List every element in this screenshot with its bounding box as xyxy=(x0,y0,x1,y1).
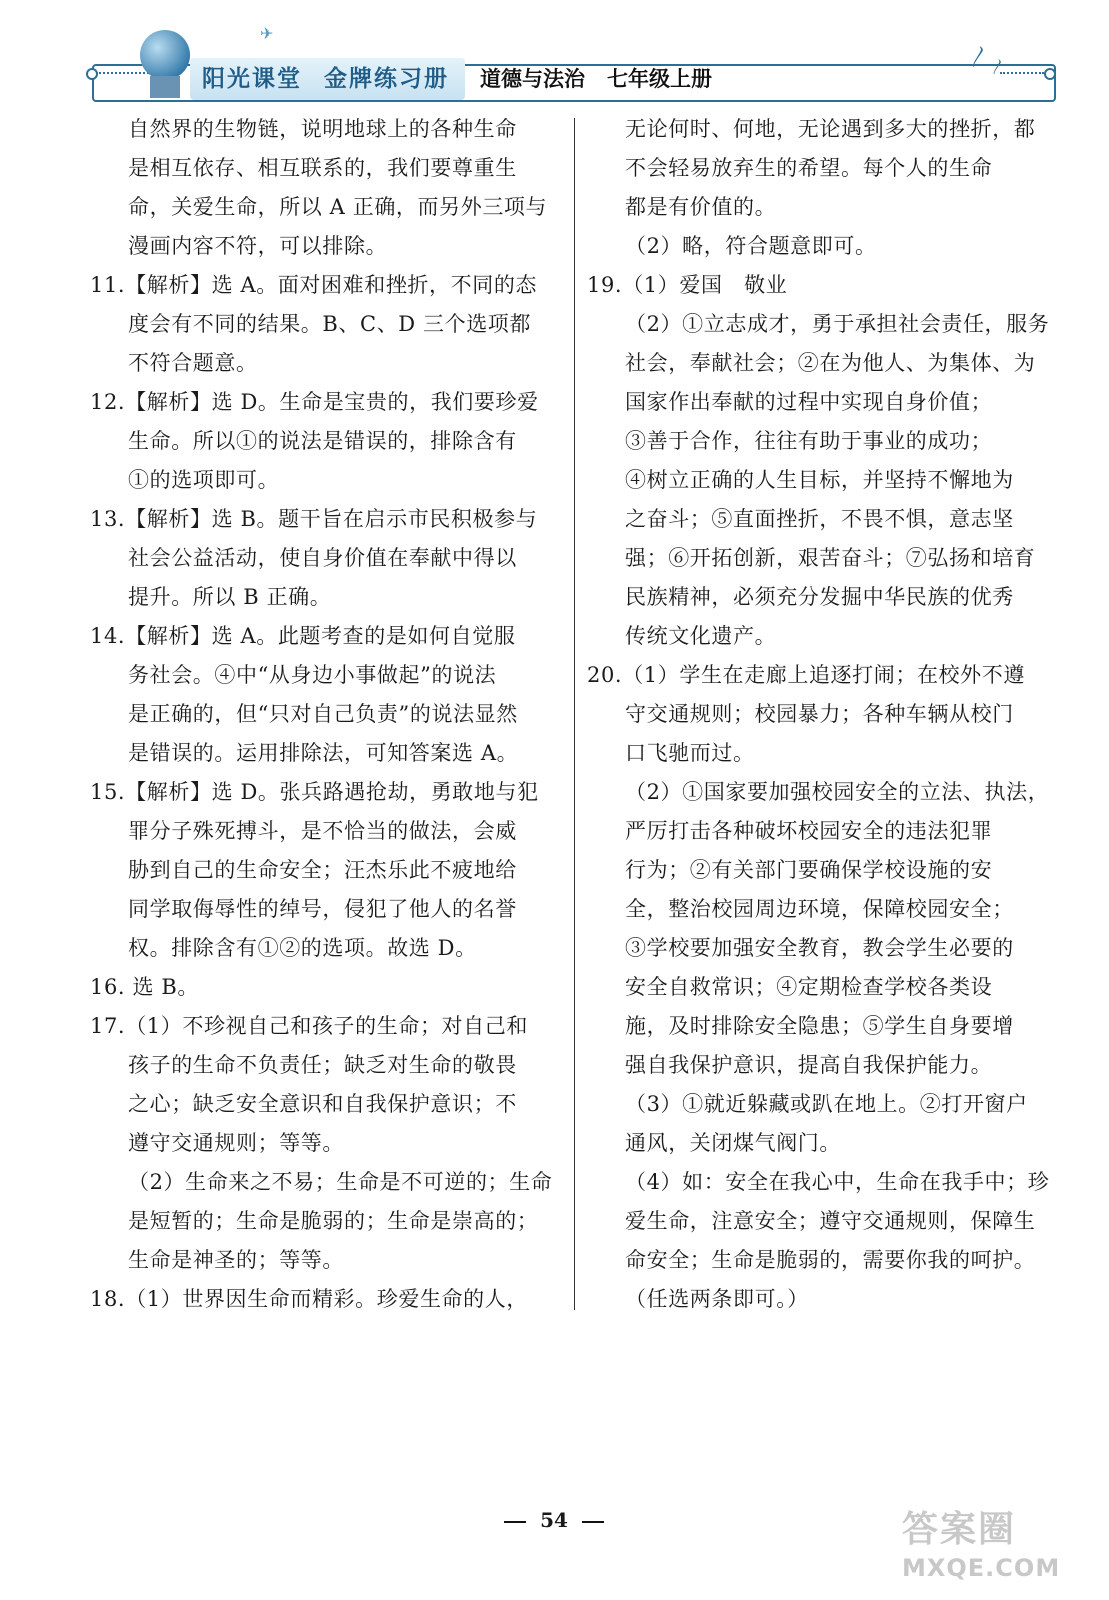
text-line: 口飞驰而过。 xyxy=(625,741,755,765)
series-title-b: 金牌练习册 xyxy=(324,66,449,92)
subject-title xyxy=(480,62,712,96)
header-ring-icon xyxy=(1044,68,1056,80)
grade-name: 七年级上册 xyxy=(607,67,712,91)
text-line: 15.【解析】选 D。张兵路遇抢劫，勇敢地与犯 xyxy=(90,780,539,804)
right-column xyxy=(587,110,1049,1319)
text-line: 国家作出奉献的过程中实现自身价值； xyxy=(625,390,993,414)
text-line: ③善于合作，往往有助于事业的成功； xyxy=(625,429,993,453)
text-line: 11.【解析】选 A。面对困难和挫折，不同的态 xyxy=(90,273,538,297)
header-ring-icon xyxy=(86,68,98,80)
text-line: 度会有不同的结果。B、C、D 三个选项都 xyxy=(128,312,532,336)
text-line: 是错误的。运用排除法，可知答案选 A。 xyxy=(128,741,519,765)
page-number-dash xyxy=(504,1521,526,1523)
text-line: （2）①国家要加强校园安全的立法、执法， xyxy=(625,780,1050,804)
text-line: 19.（1）爱国 敬业 xyxy=(587,273,788,297)
text-line: 严厉打击各种破坏校园安全的违法犯罪 xyxy=(625,819,993,843)
text-line: （4）如：安全在我心中，生命在我手中；珍 xyxy=(625,1170,1050,1194)
text-line: 强；⑥开拓创新，艰苦奋斗；⑦弘扬和培育 xyxy=(625,546,1036,570)
paper-plane-icon: ✈ xyxy=(260,24,274,43)
text-line: 是相互依存、相互联系的，我们要尊重生 xyxy=(128,156,517,180)
page-number-value: 54 xyxy=(540,1508,568,1532)
text-line: 安全自救常识；④定期检查学校各类设 xyxy=(625,975,993,999)
text-line: 全，整治校园周边环境，保障校园安全； xyxy=(625,897,1014,921)
text-line: 同学取侮辱性的绰号，侵犯了他人的名誉 xyxy=(128,897,517,921)
text-line: 是正确的，但“只对自己负责”的说法显然 xyxy=(128,702,518,726)
text-line: 之心；缺乏安全意识和自我保护意识；不 xyxy=(128,1092,517,1116)
text-line: 守交通规则；校园暴力；各种车辆从校门 xyxy=(625,702,1014,726)
text-line: 12.【解析】选 D。生命是宝贵的，我们要珍爱 xyxy=(90,390,539,414)
text-line: 提升。所以 B 正确。 xyxy=(128,585,332,609)
text-line: 爱生命，注意安全；遵守交通规则，保障生 xyxy=(625,1209,1036,1233)
text-line: （2）生命来之不易；生命是不可逆的；生命 xyxy=(128,1170,553,1194)
text-line: 命，关爱生命，所以 A 正确，而另外三项与 xyxy=(128,195,548,219)
text-line: ③学校要加强安全教育，教会学生必要的 xyxy=(625,936,1014,960)
text-line: ④树立正确的人生目标，并坚持不懈地为 xyxy=(625,468,1014,492)
text-line: 行为；②有关部门要确保学校设施的安 xyxy=(625,858,993,882)
header-dotted-line-right xyxy=(1000,72,1044,78)
text-line: 强自我保护意识，提高自我保护能力。 xyxy=(625,1053,993,1077)
bird-icon: 〳 xyxy=(968,45,991,70)
text-line: 罪分子殊死搏斗，是不恰当的做法，会威 xyxy=(128,819,517,843)
text-line: （3）①就近躲藏或趴在地上。②打开窗户 xyxy=(625,1092,1028,1116)
subject-name: 道德与法治 xyxy=(480,67,585,91)
text-line: 权。排除含有①②的选项。故选 D。 xyxy=(128,936,477,960)
page-header xyxy=(0,0,1109,110)
text-line: 自然界的生物链，说明地球上的各种生命 xyxy=(128,117,517,141)
text-line: 通风，关闭煤气阀门。 xyxy=(625,1131,841,1155)
watermark-site: MXQE.COM xyxy=(902,1554,1061,1582)
text-line: 漫画内容不符，可以排除。 xyxy=(128,234,388,258)
text-line: 施，及时排除安全隐患；⑤学生自身要增 xyxy=(625,1014,1014,1038)
text-line: 生命是神圣的；等等。 xyxy=(128,1248,344,1272)
text-line: 孩子的生命不负责任；缺乏对生命的敬畏 xyxy=(128,1053,517,1077)
globe-stand-icon xyxy=(150,76,180,98)
page-number-dash xyxy=(582,1521,604,1523)
text-line: 务社会。④中“从身边小事做起”的说法 xyxy=(128,663,497,687)
page-number xyxy=(474,1508,634,1532)
text-line: 遵守交通规则；等等。 xyxy=(128,1131,344,1155)
text-line: 13.【解析】选 B。题干旨在启示市民积极参与 xyxy=(90,507,538,531)
text-line: 胁到自己的生命安全；汪杰乐此不疲地给 xyxy=(128,858,517,882)
series-title-a: 阳光课堂 xyxy=(202,66,302,92)
text-line: 民族精神，必须充分发掘中华民族的优秀 xyxy=(625,585,1014,609)
globe-icon xyxy=(140,30,190,80)
left-column xyxy=(90,110,552,1319)
text-line: 都是有价值的。 xyxy=(625,195,777,219)
text-line: 16. 选 B。 xyxy=(90,975,199,999)
text-line: 生命。所以①的说法是错误的，排除含有 xyxy=(128,429,517,453)
text-line: 是短暂的；生命是脆弱的；生命是崇高的； xyxy=(128,1209,539,1233)
bird-icon: 〳 xyxy=(990,57,1007,76)
text-line: 之奋斗；⑤直面挫折，不畏不惧，意志坚 xyxy=(625,507,1014,531)
text-line: 社会公益活动，使自身价值在奉献中得以 xyxy=(128,546,517,570)
text-line: 不符合题意。 xyxy=(128,351,258,375)
watermark-logo: 答案圈 xyxy=(902,1509,1017,1550)
text-line: 不会轻易放弃生的希望。每个人的生命 xyxy=(625,156,993,180)
text-line: 14.【解析】选 A。此题考查的是如何自觉服 xyxy=(90,624,516,648)
series-title xyxy=(202,62,449,96)
text-line: 20.（1）学生在走廊上追逐打闹；在校外不遵 xyxy=(587,663,1025,687)
text-line: 17.（1）不珍视自己和孩子的生命；对自己和 xyxy=(90,1014,528,1038)
text-line: 社会，奉献社会；②在为他人、为集体、为 xyxy=(625,351,1036,375)
text-line: （任选两条即可。） xyxy=(625,1287,809,1311)
text-line: 无论何时、何地，无论遇到多大的挫折，都 xyxy=(625,117,1036,141)
text-line: 命安全；生命是脆弱的，需要你我的呵护。 xyxy=(625,1248,1036,1272)
text-line: 传统文化遗产。 xyxy=(625,624,777,648)
text-line: ①的选项即可。 xyxy=(128,468,280,492)
watermark xyxy=(902,1508,1092,1592)
text-line: （2）①立志成才，勇于承担社会责任，服务 xyxy=(625,312,1050,336)
text-line: （2）略，符合题意即可。 xyxy=(625,234,877,258)
text-line: 18.（1）世界因生命而精彩。珍爱生命的人， xyxy=(90,1287,528,1311)
column-divider xyxy=(574,118,575,1310)
